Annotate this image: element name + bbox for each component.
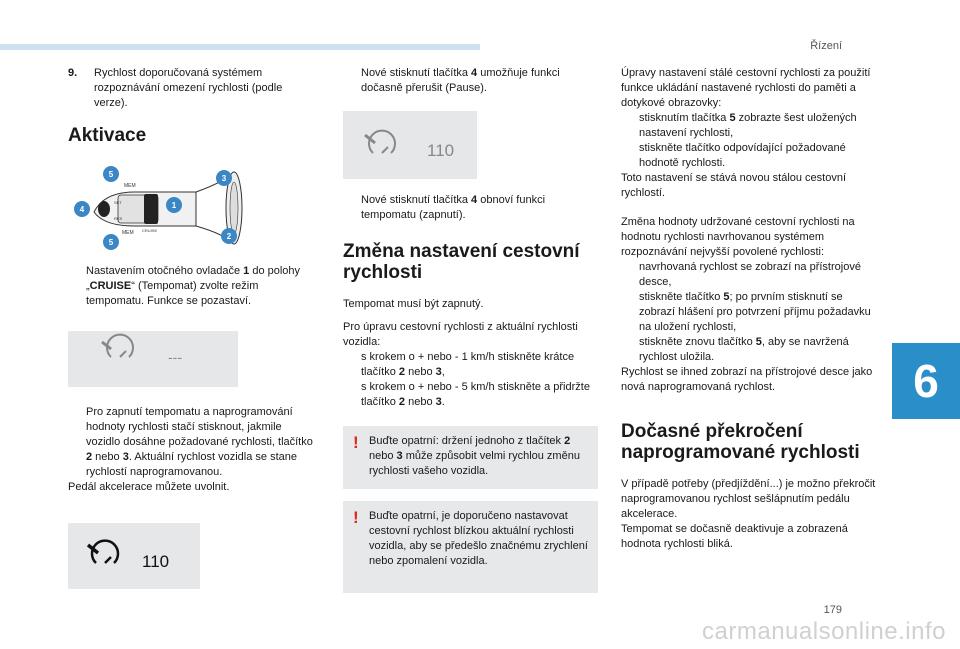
- badge-3: 3: [221, 174, 227, 183]
- bullet-item: stiskněte znovu tlačítko 5, aby se navržená rychlost uložila.: [621, 335, 881, 365]
- bullet-item: Nové stisknutí tlačítka 4 umožňuje funkci dočasně přerušit (Pause).: [343, 66, 598, 96]
- bullet-icon: [621, 111, 639, 141]
- cruise-lever-figure: [74, 162, 252, 252]
- display-figure-on: [68, 523, 200, 589]
- warning-icon: !: [353, 508, 359, 527]
- badge-4: 4: [79, 205, 85, 214]
- badge-2: 2: [226, 232, 232, 241]
- change-value-intro: Změna hodnoty udržované cestovní rychlosti na hodnotu rychlosti navrhovanou systémem rozpoznávání nejvyšší povolené rychlosti:: [621, 216, 855, 258]
- bullet-icon: [343, 350, 361, 380]
- bullet-item: s krokem o + nebo - 1 km/h stiskněte krátce tlačítko 2 nebo 3,: [343, 350, 598, 380]
- section-title: Řízení: [810, 40, 842, 52]
- numbered-item-9: [68, 66, 318, 111]
- column-3: [621, 66, 881, 560]
- bullet-item: stiskněte tlačítko odpovídající požadované hodnotě rychlosti.: [621, 141, 881, 171]
- bullet-item: stiskněte tlačítko 5; po prvním stisknutí se zobrazí hlášení pro potvrzení příjmu požadavku na uložení rychlosti,: [621, 290, 881, 335]
- warning-icon: !: [353, 433, 359, 452]
- item-number: 9.: [68, 67, 78, 79]
- warning-box: ! Buďte opatrní, je doporučeno nastavovat cestovní rychlost blízkou aktuální rychlosti vozidla, aby se předešlo značnému zrychlení nebo zpomalení vozidla.: [343, 501, 598, 593]
- chapter-tab: [892, 343, 960, 419]
- bullet-icon: [621, 290, 639, 335]
- lever-label-cruise: CRUISE: [142, 228, 158, 233]
- display-figure-off: [68, 331, 238, 387]
- speedometer-icon: [102, 335, 133, 357]
- header-bar: [0, 44, 480, 50]
- display-value: 110: [142, 552, 170, 571]
- bullet-icon: [343, 66, 361, 96]
- lever-label-mem-bottom: MEM: [122, 230, 134, 236]
- bullet-icon: [621, 260, 639, 290]
- chapter-number: 6: [913, 355, 939, 407]
- zmena-heading: Změna nastavení cestovní rychlosti: [343, 241, 580, 283]
- memory-intro: Úpravy nastavení stálé cestovní rychlosti za použití funkce ukládání nastavené rychlosti do paměti a dotykové obrazovky:: [621, 67, 871, 109]
- bullet-item: navrhovaná rychlost se zobrazí na přístrojové desce,: [621, 260, 881, 290]
- bullet-item: Nastavením otočného ovladače 1 do polohy „CRUISE“ (Tempomat) zvolte režim tempomatu. Funkce se pozastaví.: [68, 264, 318, 309]
- pedal-text: Pedál akcelerace můžete uvolnit.: [68, 481, 230, 493]
- column-1: [68, 66, 318, 589]
- item-text: Rychlost doporučovaná systémem rozpoznávání omezení rychlosti (podle verze).: [94, 67, 283, 109]
- bullet-icon: [343, 380, 361, 410]
- badge-5-bottom: 5: [108, 238, 114, 247]
- bullet-item: Nové stisknutí tlačítka 4 obnoví funkci tempomatu (zapnutí).: [343, 193, 598, 223]
- docasne-heading: Dočasné překročení naprogramované rychlosti: [621, 421, 860, 463]
- watermark: carmanualsonline.info: [702, 618, 946, 645]
- column-2: [343, 66, 598, 593]
- page-number: 179: [823, 604, 842, 616]
- change-outro: Rychlost se ihned zobrazí na přístrojové desce jako nová naprogramovaná rychlost.: [621, 366, 873, 393]
- bullet-item: s krokem o + nebo - 5 km/h stiskněte a přidržte tlačítko 2 nebo 3.: [343, 380, 598, 410]
- badge-1: 1: [171, 201, 177, 210]
- override-blink-text: Tempomat se dočasně deaktivuje a zobrazená hodnota rychlosti bliká.: [621, 523, 848, 550]
- lever-label-res: RES: [114, 216, 123, 221]
- must-on-text: Tempomat musí být zapnutý.: [343, 298, 484, 310]
- lever-label-set: SET: [114, 200, 122, 205]
- speedometer-icon: [365, 131, 395, 153]
- bullet-icon: [68, 264, 86, 309]
- display-figure-pause: [343, 111, 477, 179]
- bullet-icon: [68, 405, 86, 480]
- bullet-item: stisknutím tlačítka 5 zobrazte šest uložených nastavení rychlosti,: [621, 111, 881, 141]
- change-intro: Pro úpravu cestovní rychlosti z aktuální rychlosti vozidla:: [343, 321, 578, 348]
- bullet-icon: [343, 193, 361, 223]
- lever-label-mem-top: MEM: [124, 183, 136, 189]
- memory-outro: Toto nastavení se stává novou stálou cestovní rychlostí.: [621, 172, 847, 199]
- override-text: V případě potřeby (předjíždění...) je možno překročit naprogramovanou rychlost sešlápnutím pedálu akcelerace.: [621, 478, 876, 520]
- bullet-icon: [621, 141, 639, 171]
- bullet-item: Pro zapnutí tempomatu a naprogramování hodnoty rychlosti stačí stisknout, jakmile vozidlo dosáhne požadované rychlosti, tlačítko 2 nebo 3. Aktuální rychlost vozidla se stane rychlostí naprogramovanou.: [68, 405, 318, 480]
- bullet-icon: [621, 335, 639, 365]
- speedometer-icon: [88, 541, 118, 563]
- display-value: ---: [168, 349, 182, 365]
- badge-5-top: 5: [108, 170, 114, 179]
- warning-box: ! Buďte opatrní: držení jednoho z tlačítek 2 nebo 3 může způsobit velmi rychlou změnu rychlosti vašeho vozidla.: [343, 426, 598, 489]
- display-value: 110: [427, 141, 455, 160]
- aktivace-heading: Aktivace: [68, 125, 147, 146]
